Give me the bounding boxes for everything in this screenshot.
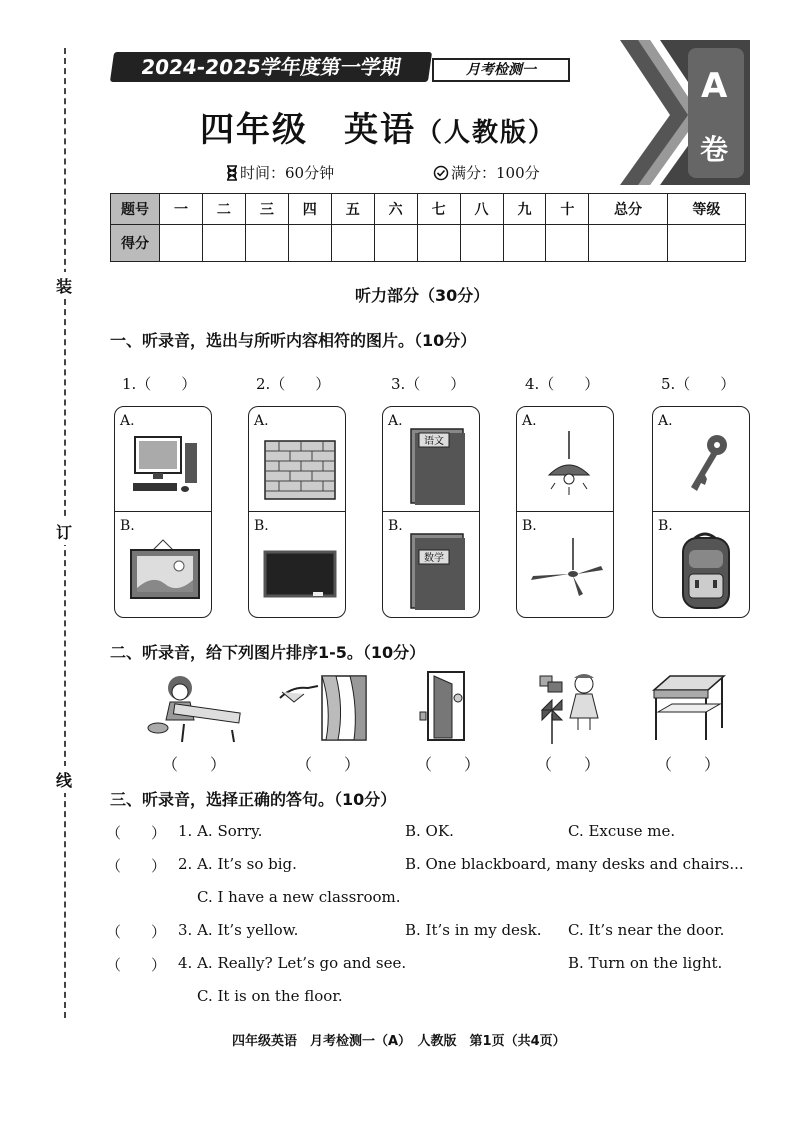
version-word: 卷 [700, 133, 729, 166]
score-col: 六 [374, 194, 417, 225]
section1-title: 一、听录音，选出与所听内容相符的图片。（10分） [110, 331, 477, 350]
book-label-chinese: 语文 [424, 436, 444, 447]
term-banner: 2024-2025学年度第一学期 [110, 52, 432, 82]
key-icon [661, 425, 741, 505]
score-cell[interactable] [546, 225, 589, 262]
score-cell[interactable] [667, 225, 745, 262]
binding-char-ding: 订 [56, 518, 72, 545]
option-a-label: A. [120, 413, 135, 429]
score-cell[interactable] [331, 225, 374, 262]
s1-q2-number[interactable]: 2.（ ） [256, 375, 331, 393]
version-ribbon [620, 40, 750, 189]
time-info: 时间：60分钟 [226, 162, 334, 183]
score-cell[interactable] [460, 225, 503, 262]
score-col: 八 [460, 194, 503, 225]
s2-answer-1[interactable]: （ ） [162, 755, 227, 774]
listening-heading: 听力部分（30分） [355, 286, 490, 305]
s1-q5-number[interactable]: 5.（ ） [661, 375, 736, 393]
score-table-header-label: 题号 [111, 194, 160, 225]
section2-title: 二、听录音，给下列图片排序1-5。（10分） [110, 643, 426, 662]
option-a-label: A. [522, 413, 537, 429]
s3-q2-paren[interactable]: （ ） [106, 857, 167, 875]
score-col: 七 [417, 194, 460, 225]
full-score-info: 满分：100分 [433, 162, 540, 183]
binding-char-zhuang: 装 [56, 272, 72, 299]
option-b-label: B. [388, 518, 403, 534]
score-col: 五 [331, 194, 374, 225]
score-cell[interactable] [202, 225, 245, 262]
s1-card-4 [516, 406, 614, 618]
brick-wall-icon [257, 425, 337, 505]
s3-q1-option-c: C. Excuse me. [568, 822, 676, 840]
s3-q1-option-b: B. OK. [405, 822, 454, 840]
s3-q1-paren[interactable]: （ ） [106, 824, 167, 842]
pinwheel-and-doll-picture [526, 670, 606, 746]
option-a-label: A. [658, 413, 673, 429]
score-row-label: 得分 [111, 225, 160, 262]
ceiling-lamp-icon [525, 425, 605, 505]
score-col-grade: 等级 [667, 194, 745, 225]
version-letter: A [701, 66, 728, 106]
s2-answer-3[interactable]: （ ） [416, 755, 481, 774]
s1-card-5 [652, 406, 750, 618]
score-cell[interactable] [160, 225, 203, 262]
book-label-math: 数学 [424, 553, 444, 564]
s3-q4-option-b: B. Turn on the light. [568, 954, 723, 972]
binding-char-xian: 线 [56, 766, 72, 793]
s3-q3-option-b: B. It’s in my desk. [405, 921, 542, 939]
hourglass-icon [226, 165, 238, 181]
s3-q2-option-b: B. One blackboard, many desks and chairs... [405, 855, 744, 873]
score-col: 十 [546, 194, 589, 225]
s3-q3-option-c: C. It’s near the door. [568, 921, 725, 939]
page-footer: 四年级英语 月考检测一（A） 人教版 第1页（共4页） [232, 1034, 566, 1049]
s1-q1-number[interactable]: 1.（ ） [122, 375, 197, 393]
s2-answer-5[interactable]: （ ） [656, 755, 721, 774]
ceiling-fan-icon [525, 530, 605, 610]
s1-q4-number[interactable]: 4.（ ） [525, 375, 600, 393]
title-subject: 英语 [344, 110, 416, 150]
score-col: 一 [160, 194, 203, 225]
check-circle-icon [433, 165, 449, 181]
option-b-label: B. [120, 518, 135, 534]
score-col: 九 [503, 194, 546, 225]
desk-picture [646, 672, 728, 742]
s3-q4-paren[interactable]: （ ） [106, 956, 167, 974]
s1-card-2 [248, 406, 346, 618]
backpack-icon [661, 530, 741, 614]
s1-card-3 [382, 406, 480, 618]
s3-q1-option-a: 1. A. Sorry. [178, 822, 263, 840]
option-a-label: A. [254, 413, 269, 429]
score-cell[interactable] [288, 225, 331, 262]
s3-q4-option-a: 4. A. Really? Let’s go and see. [178, 954, 407, 972]
s3-q3-paren[interactable]: （ ） [106, 923, 167, 941]
s2-answer-2[interactable]: （ ） [296, 755, 361, 774]
option-b-label: B. [254, 518, 269, 534]
chinese-book-icon [391, 425, 471, 509]
title-grade: 四年级 [200, 110, 308, 150]
blackboard-icon [257, 530, 337, 610]
option-b-label: B. [522, 518, 537, 534]
score-col: 二 [202, 194, 245, 225]
s1-q3-number[interactable]: 3.（ ） [391, 375, 466, 393]
score-cell[interactable] [503, 225, 546, 262]
s1-card-1 [114, 406, 212, 618]
option-b-label: B. [658, 518, 673, 534]
hand-opening-curtain-picture [278, 672, 374, 744]
score-cell[interactable] [417, 225, 460, 262]
door-light-switch-picture [412, 668, 472, 744]
score-col: 四 [288, 194, 331, 225]
score-table [110, 193, 746, 262]
page-title [200, 102, 556, 151]
title-edition: （人教版） [416, 118, 557, 148]
s3-q3-option-a: 3. A. It’s yellow. [178, 921, 299, 939]
math-book-icon [391, 530, 471, 614]
s3-q2-option-a: 2. A. It’s so big. [178, 855, 297, 873]
section3-title: 三、听录音，选择正确的答句。（10分） [110, 790, 397, 809]
option-a-label: A. [388, 413, 403, 429]
s2-answer-4[interactable]: （ ） [536, 755, 601, 774]
computer-icon [123, 425, 203, 505]
score-cell[interactable] [245, 225, 288, 262]
score-col: 三 [245, 194, 288, 225]
score-col-total: 总分 [589, 194, 667, 225]
s3-q4-option-c: C. It is on the floor. [197, 987, 343, 1005]
girl-cleaning-desk-picture [144, 672, 244, 744]
painting-icon [123, 530, 203, 610]
s3-q2-option-c: C. I have a new classroom. [197, 888, 401, 906]
score-cell[interactable] [589, 225, 667, 262]
score-cell[interactable] [374, 225, 417, 262]
exam-type-label: 月考检测一 [432, 58, 570, 82]
